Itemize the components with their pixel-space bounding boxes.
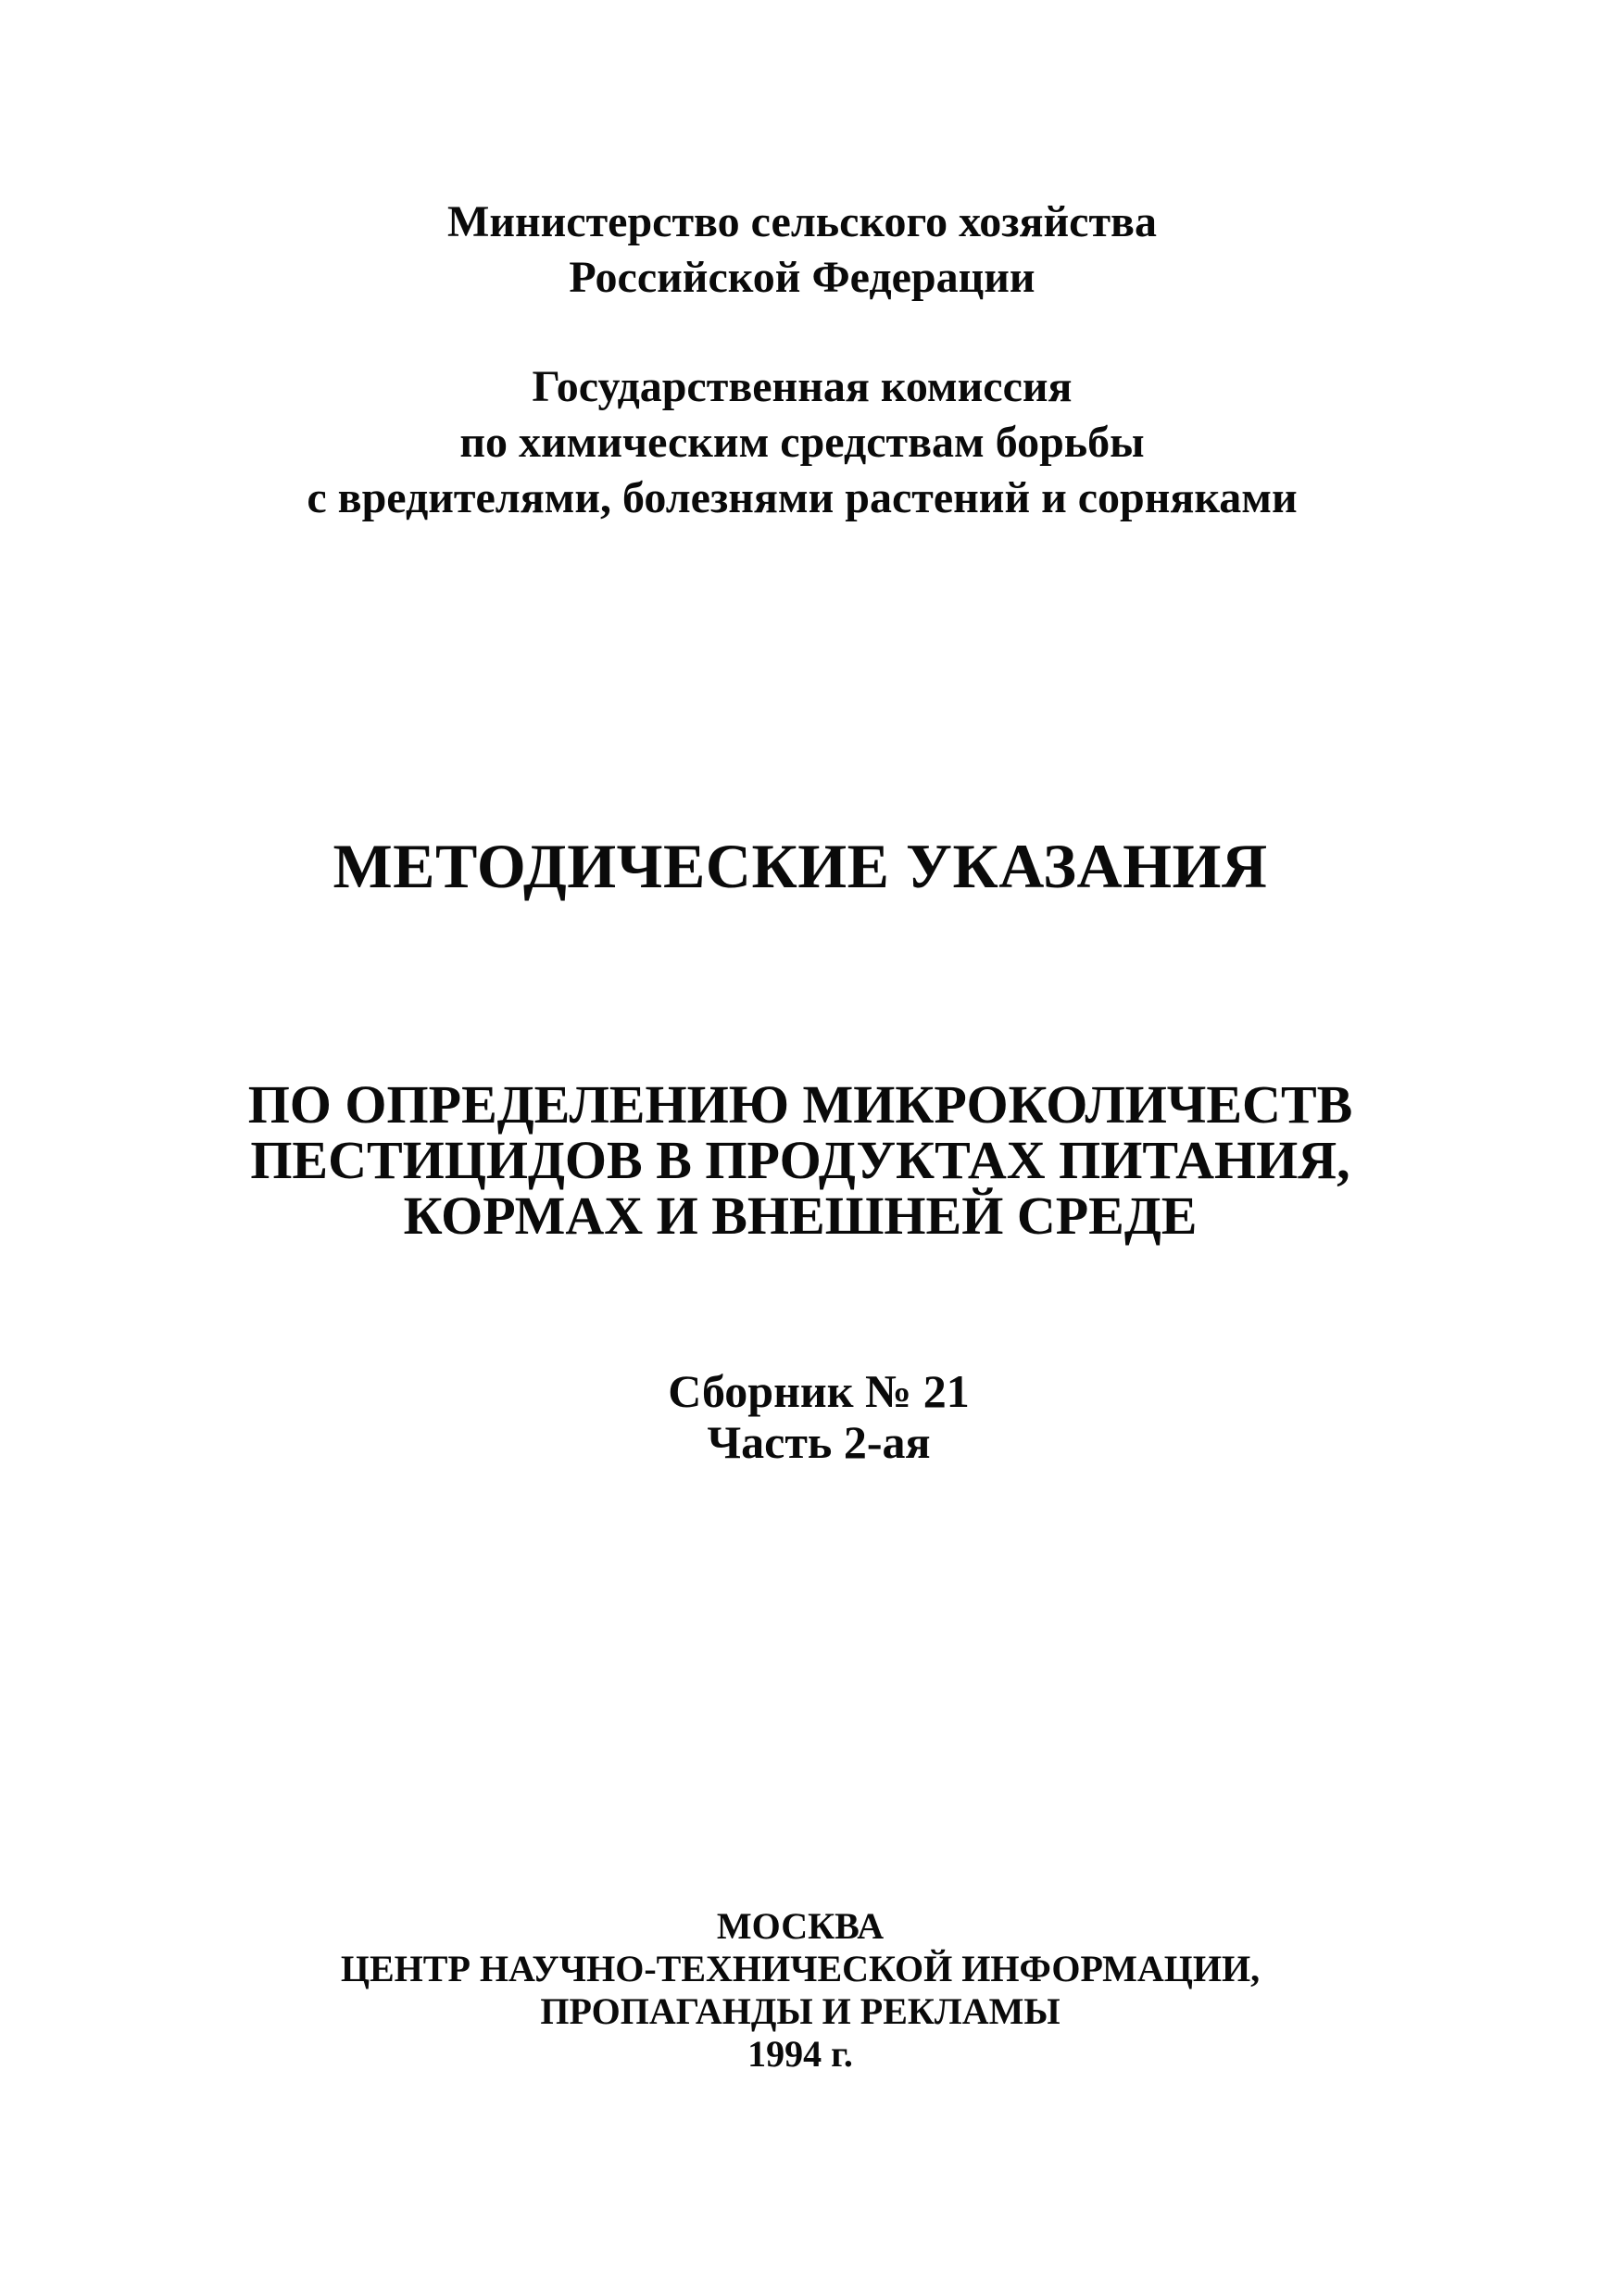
publisher-info	[0, 1905, 1610, 2076]
collection-part: Часть 2-ая	[707, 1416, 931, 1468]
commission-line-1: Государственная комиссия	[532, 362, 1073, 411]
commission-line-3: с вредителями, болезнями растений и сорняками	[307, 473, 1298, 522]
subtitle-line-1: ПО ОПРЕДЕЛЕНИЮ МИКРОКОЛИЧЕСТВ	[247, 1074, 1353, 1135]
publisher-name-line-1: ЦЕНТР НАУЧНО-ТЕХНИЧЕСКОЙ ИНФОРМАЦИИ,	[340, 1948, 1261, 1989]
subtitle-line-2: ПЕСТИЦИДОВ В ПРОДУКТАХ ПИТАНИЯ,	[250, 1130, 1350, 1190]
publication-year: 1994 г.	[747, 2033, 853, 2075]
collection-info	[9, 1366, 1619, 1468]
document-subtitle	[0, 1074, 1610, 1246]
ministry-line-1: Министерство сельского хозяйства	[447, 197, 1157, 246]
publisher-city: МОСКВА	[716, 1905, 885, 1947]
subtitle-line-3: КОРМАХ И ВНЕШНЕЙ СРЕДЕ	[403, 1186, 1198, 1246]
ministry-heading	[0, 194, 1612, 306]
commission-heading	[0, 359, 1612, 526]
document-title	[0, 829, 1610, 903]
publisher-name-line-2: ПРОПАГАНДЫ И РЕКЛАМЫ	[540, 1990, 1061, 2032]
document-title-text: МЕТОДИЧЕСКИЕ УКАЗАНИЯ	[333, 831, 1268, 901]
ministry-line-2: Российской Федерации	[569, 253, 1035, 302]
commission-line-2: по химическим средствам борьбы	[459, 418, 1145, 467]
collection-number: Сборник № 21	[668, 1365, 970, 1417]
